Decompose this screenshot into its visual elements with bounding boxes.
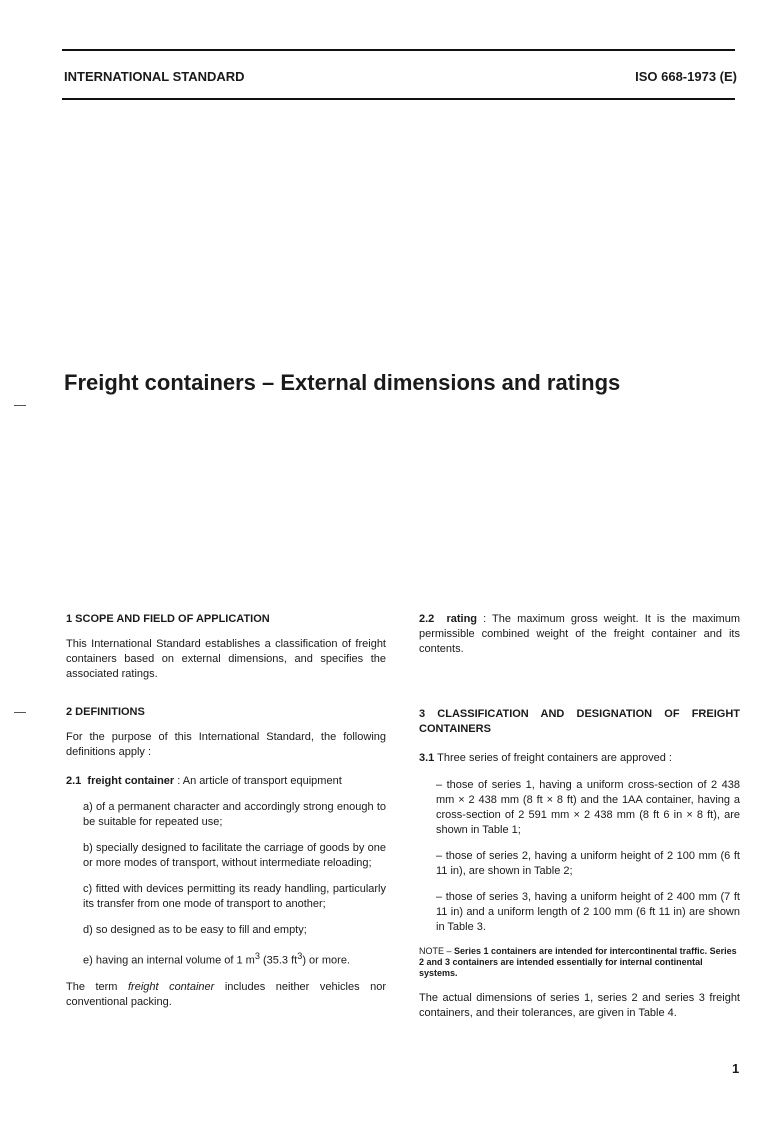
definition-2-1-term: freight container bbox=[87, 775, 175, 787]
margin-mark bbox=[14, 712, 26, 713]
definition-item-c: c) fitted with devices permitting its ready handling, particularly its transfer from one mode of transport to another; bbox=[83, 883, 386, 910]
series-note bbox=[419, 946, 740, 979]
note-text: Series 1 containers are intended for intercontinental traffic. Series 2 and 3 containers are intended essentially for internal continental systems. bbox=[419, 946, 737, 978]
section-3-1-text: Three series of freight containers are approved : bbox=[434, 752, 672, 764]
definition-2-2-number: 2.2 bbox=[419, 613, 435, 625]
definition-item-d: d) so designed as to be easy to fill and empty; bbox=[83, 924, 307, 936]
left-column bbox=[66, 612, 386, 1021]
definition-closing: The term freight container includes neither vehicles nor conventional packing. bbox=[66, 980, 386, 1008]
series-2-item: – those of series 2, having a uniform height of 2 100 mm (6 ft 11 in), are shown in Table 2; bbox=[436, 850, 740, 877]
definition-item-b: b) specially designed to facilitate the carriage of goods by one or more modes of transport, without intermediate reloading; bbox=[83, 842, 386, 869]
freight-container-term: freight container bbox=[127, 980, 215, 993]
superscript: 3 bbox=[254, 951, 260, 961]
note-label: NOTE – bbox=[419, 946, 452, 956]
series-3-item: – those of series 3, having a uniform height of 2 400 mm (7 ft 11 in) and a uniform length of 2 100 mm (6 ft 11 in) are shown in Table 3. bbox=[436, 891, 740, 933]
superscript: 3 bbox=[297, 951, 303, 961]
definition-2-2-term: rating bbox=[446, 613, 478, 625]
section-1-heading: 1 SCOPE AND FIELD OF APPLICATION bbox=[66, 613, 270, 625]
header-top-rule bbox=[62, 49, 735, 51]
definition-2-2 bbox=[419, 612, 740, 657]
header-bottom-rule bbox=[62, 98, 735, 100]
definition-item-e: e) having an internal volume of 1 $m^3$ (35.3 $ft^3$) or more. bbox=[83, 951, 350, 967]
page-number: 1 bbox=[732, 1061, 740, 1076]
section-3-1 bbox=[419, 751, 740, 766]
definition-2-2-text: : The maximum gross weight. It is the maximum permissible combined weight of the freight container and its contents. bbox=[419, 613, 740, 655]
document-title: Freight containers – External dimensions and ratings bbox=[64, 370, 621, 395]
section-1-body: This International Standard establishes a classification of freight containers based on external dimensions, and specifies the associated ratings. bbox=[66, 638, 386, 680]
definition-2-1 bbox=[66, 774, 386, 789]
section-2-intro: For the purpose of this International Standard, the following definitions apply : bbox=[66, 731, 386, 758]
section-3-heading: 3 CLASSIFICATION AND DESIGNATION OF FREIGHT CONTAINERS bbox=[419, 708, 740, 735]
definition-2-1-text: : An article of transport equipment bbox=[174, 775, 342, 787]
section-2-heading: 2 DEFINITIONS bbox=[66, 706, 145, 718]
right-column bbox=[419, 612, 740, 1032]
section-3-closing: The actual dimensions of series 1, series 2 and series 3 freight containers, and their tolerances, are given in Table 4. bbox=[419, 992, 740, 1019]
definition-2-1-number: 2.1 bbox=[66, 775, 82, 787]
section-3-1-number: 3.1 bbox=[419, 752, 435, 764]
document-type: INTERNATIONAL STANDARD bbox=[64, 69, 245, 84]
margin-mark bbox=[14, 405, 26, 406]
standard-number: ISO 668-1973 (E) bbox=[635, 69, 737, 84]
series-1-item: – those of series 1, having a uniform cross-section of 2 438 mm × 2 438 mm (8 ft × 8 ft) and the 1AA container, having a cross-section of 2 591 mm × 2 438 mm (8 ft 6 in × 8 ft), are shown in Table 1; bbox=[436, 779, 740, 836]
definition-item-a: a) of a permanent character and accordingly strong enough to be suitable for repeated use; bbox=[83, 801, 386, 828]
